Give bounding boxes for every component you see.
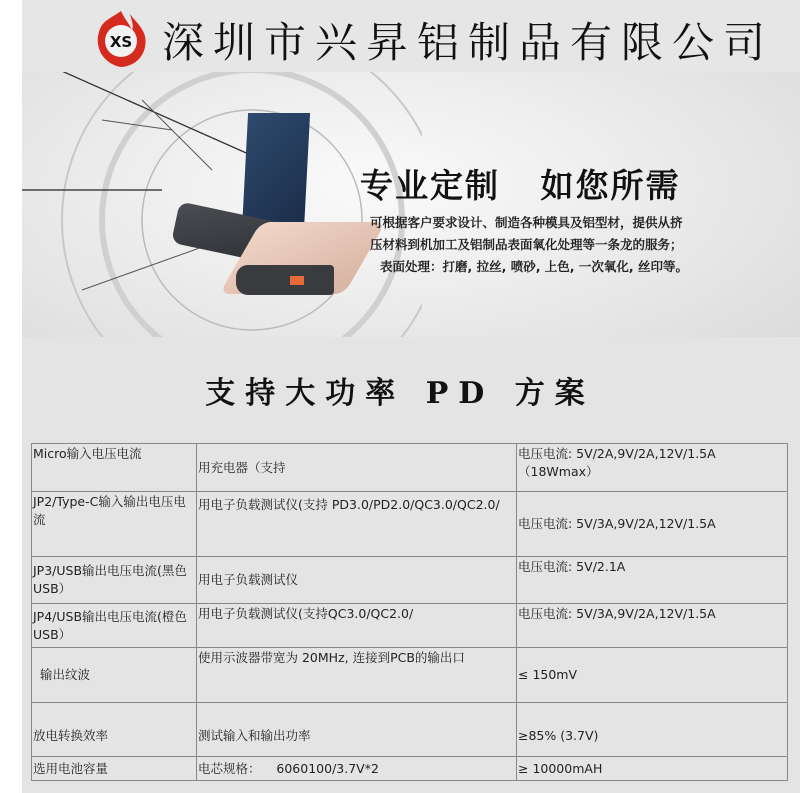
spec-value: ≥85% (3.7V) [517, 703, 788, 757]
spec-method: 电芯规格： 6060100/3.7V*2 [197, 757, 517, 781]
spec-value: 电压电流: 5V/3A,9V/2A,12V/1.5A [517, 492, 788, 557]
table-row [32, 444, 788, 492]
spec-method: 用电子负载测试仪 [197, 557, 517, 604]
usb-port-orange [290, 276, 304, 285]
table-row [32, 492, 788, 557]
spec-item: Micro输入电压电流 [32, 444, 197, 492]
power-bank-ports [236, 265, 334, 295]
slogan-left: 专业定制 [360, 166, 500, 205]
spec-item: JP4/USB输出电压电流(橙色USB） [32, 604, 197, 648]
spec-value: 电压电流: 5V/3A,9V/2A,12V/1.5A [517, 604, 788, 648]
spec-table [31, 443, 788, 781]
spec-method: 用充电器（支持 [197, 444, 517, 492]
table-row [32, 757, 788, 781]
spec-value: 电压电流: 5V/2.1A [517, 557, 788, 604]
description-line: 表面处理：打磨, 拉丝, 喷砂, 上色, 一次氧化, 丝印等。 [380, 259, 689, 274]
slogan [360, 160, 680, 207]
spec-method: 测试输入和输出功率 [197, 703, 517, 757]
table-row [32, 557, 788, 604]
slogan-right: 如您所需 [540, 166, 681, 205]
section-title: 支持大功率 PD 方案 [205, 376, 595, 411]
company-logo [90, 8, 152, 70]
spec-item: 输出纹波 [32, 648, 197, 703]
table-row [32, 703, 788, 757]
power-bank-blue [242, 113, 310, 231]
table-row [32, 604, 788, 648]
table-row [32, 648, 788, 703]
spec-method: 使用示波器带宽为 20MHz, 连接到PCB的输出口 [197, 648, 517, 703]
description-line: 压材料到机加工及铝制品表面氧化处理等一条龙的服务； [370, 237, 683, 252]
spec-value: ≤ 150mV [517, 648, 788, 703]
spec-method: 用电子负载测试仪(支持 PD3.0/PD2.0/QC3.0/QC2.0/ [197, 492, 517, 557]
spec-item: 放电转换效率 [32, 703, 197, 757]
description-line: 可根据客户要求设计、制造各种模具及铝型材，提供从挤 [370, 215, 683, 230]
spec-value: ≥ 10000mAH [517, 757, 788, 781]
spec-method: 用电子负载测试仪(支持QC3.0/QC2.0/ [197, 604, 517, 648]
logo-text: XS [109, 33, 133, 51]
spec-value: 电压电流: 5V/2A,9V/2A,12V/1.5A（18Wmax） [517, 444, 788, 492]
service-description [370, 212, 688, 278]
spec-item: JP3/USB输出电压电流(黑色USB） [32, 557, 197, 604]
spec-item: 选用电池容量 [32, 757, 197, 781]
company-name: 深圳市兴昇铝制品有限公司 [162, 18, 775, 67]
spec-item: JP2/Type-C输入输出电压电流 [32, 492, 197, 557]
